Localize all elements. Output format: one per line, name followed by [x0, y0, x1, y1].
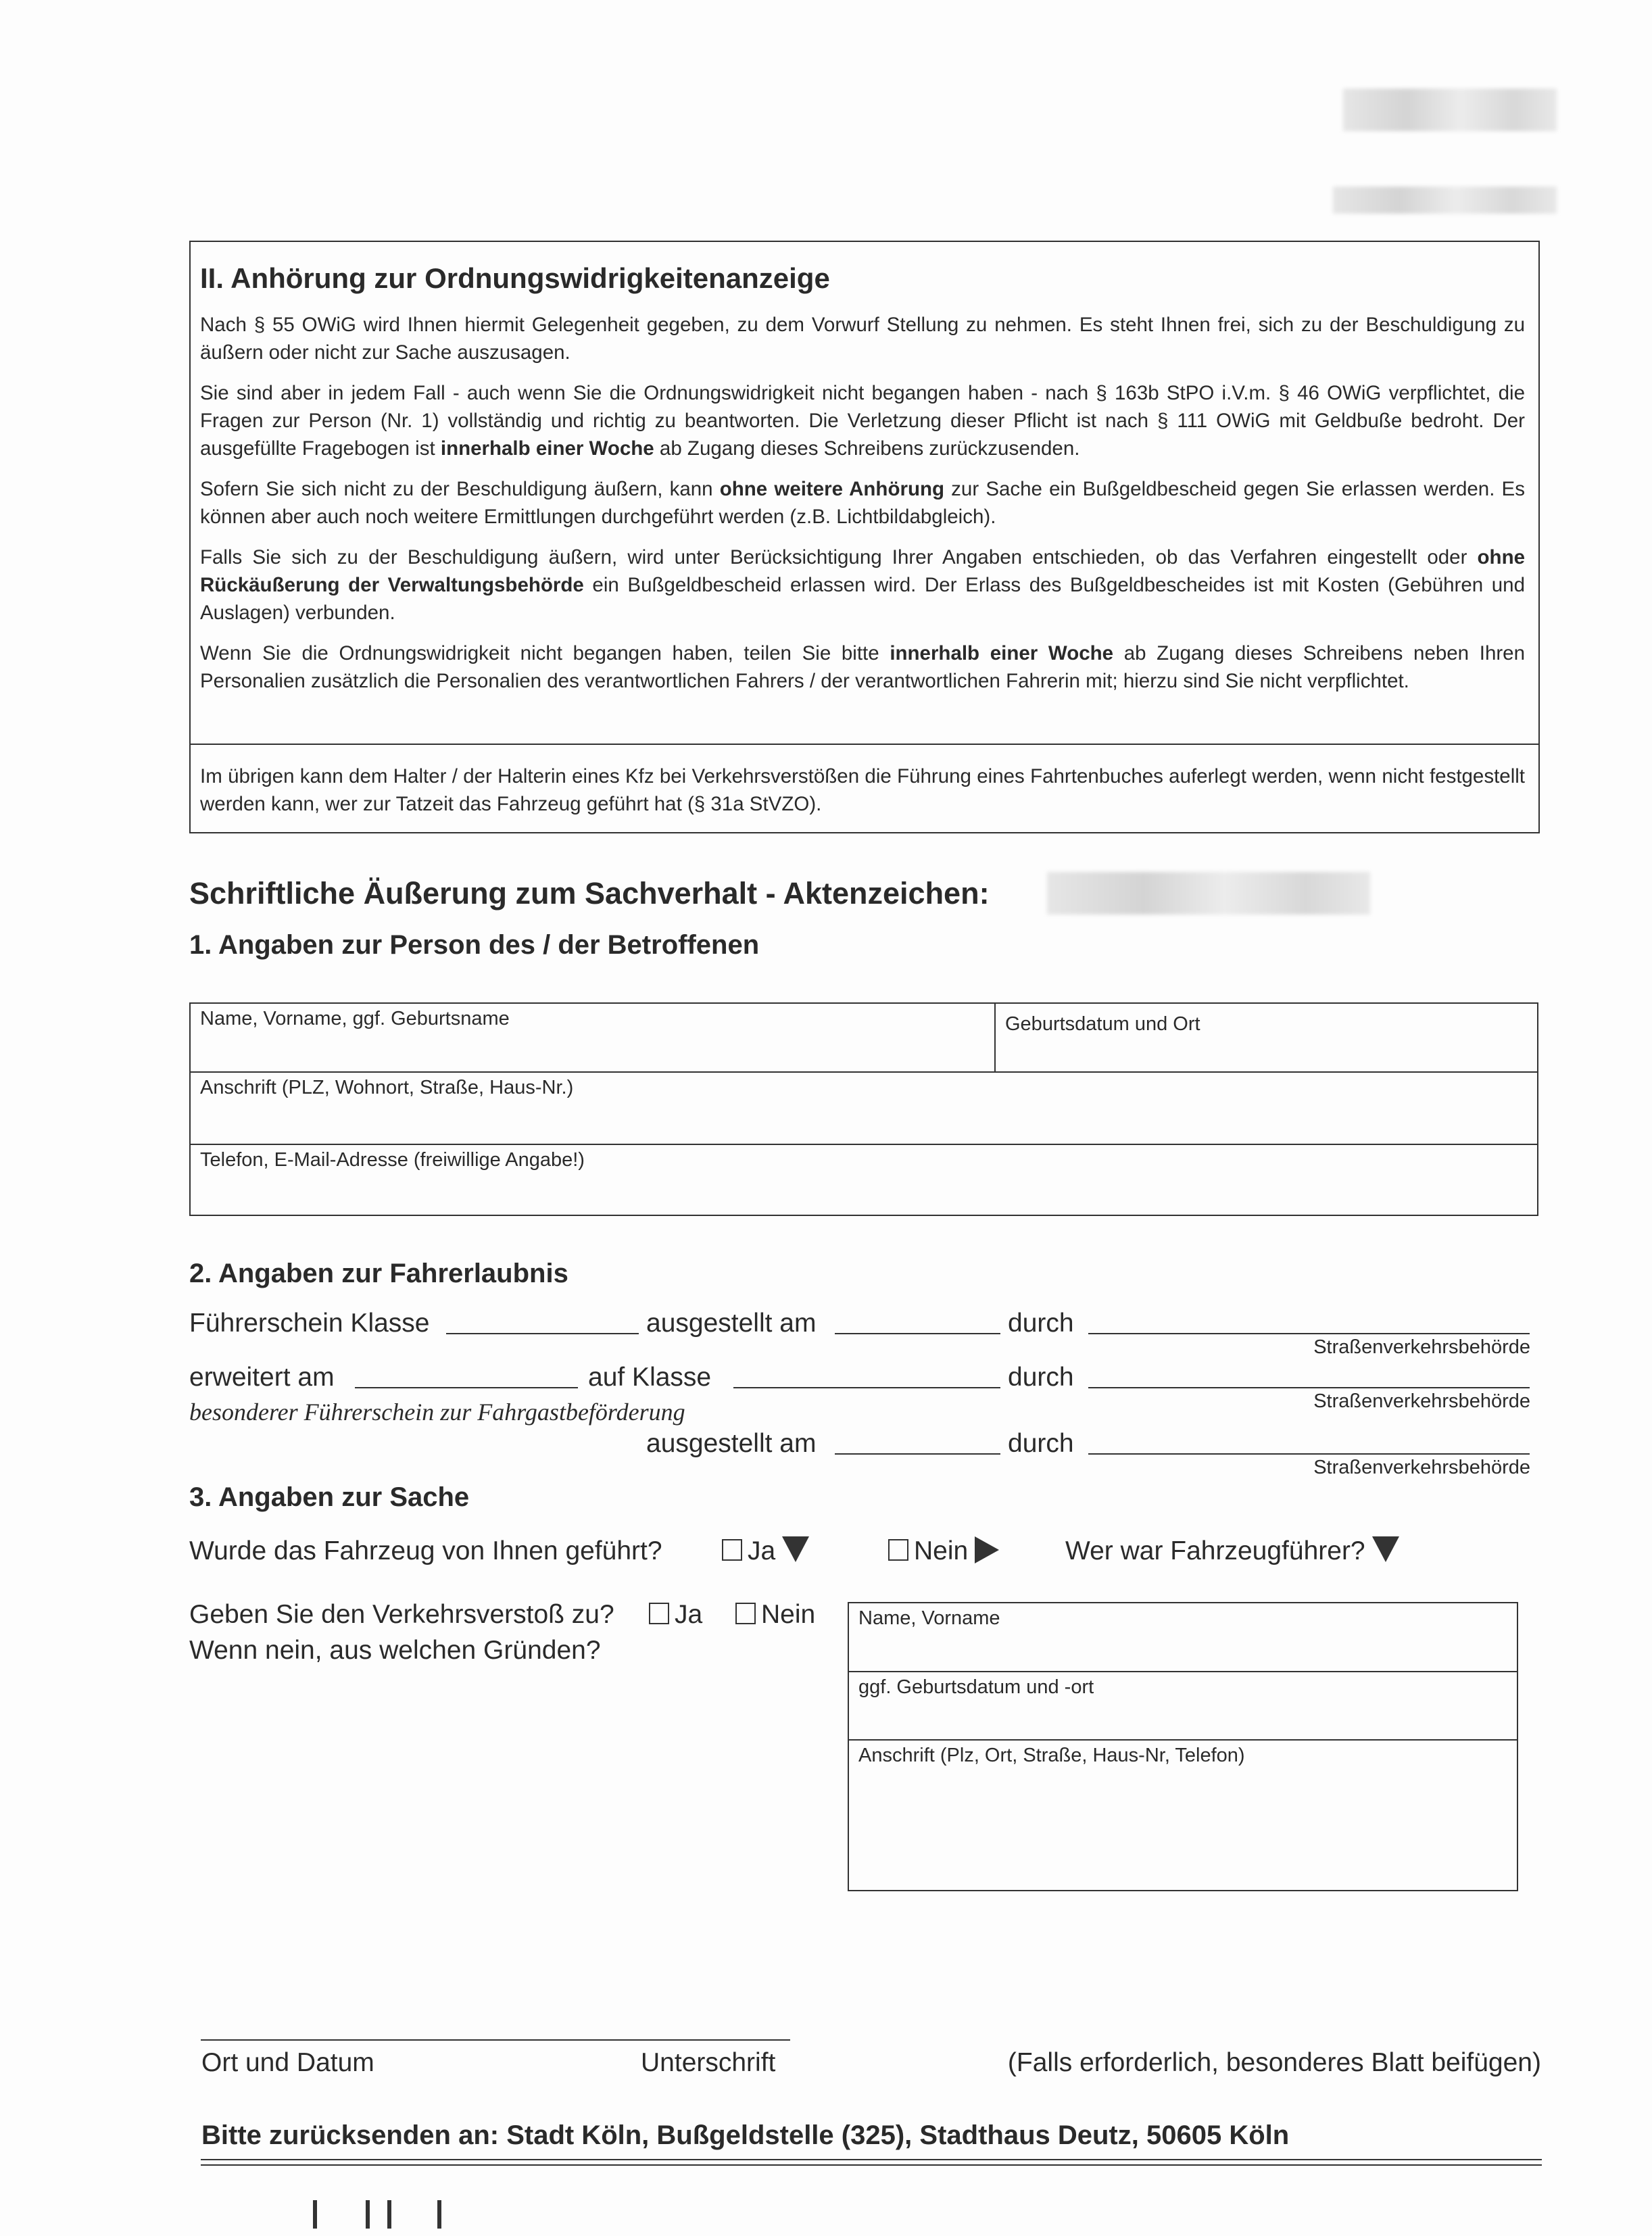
issued-input[interactable]: [835, 1333, 1000, 1334]
no-label: Nein: [914, 1536, 969, 1565]
checkbox[interactable]: [888, 1539, 908, 1561]
q2-label: Geben Sie den Verkehrsverstoß zu?: [189, 1600, 614, 1629]
class-label: Führerschein Klasse: [189, 1309, 430, 1338]
issued-label: ausgestellt am: [646, 1429, 817, 1458]
redacted-file-number: [1047, 872, 1370, 915]
by-label: durch: [1008, 1363, 1074, 1392]
barcode-bar: [366, 2200, 370, 2229]
driver-name-field[interactable]: [849, 1603, 1517, 1672]
q1-yes-option[interactable]: [722, 1536, 809, 1566]
special-issued-input[interactable]: [835, 1453, 1000, 1455]
driver-birth-field[interactable]: [849, 1672, 1517, 1741]
double-rule: [201, 2159, 1542, 2166]
by-label: durch: [1008, 1309, 1074, 1338]
contact-field[interactable]: [191, 1145, 1537, 1215]
contact-label: Telefon, E-Mail-Adresse (freiwillige Angabe!): [200, 1149, 585, 1171]
name-label: Name, Vorname, ggf. Geburtsname: [200, 1008, 510, 1029]
paragraph: Wenn Sie die Ordnungswidrigkeit nicht begangen haben, teilen Sie bitte innerhalb einer Woche ab Zugang dieses Schreibens neben Ihren Personalien zusätzlich die Personalien des verantwortlichen Fahrers / der verantwortlichen Fahrerin mit; hierzu sind Sie nicht verpflichtet.: [200, 642, 1525, 692]
q2-yes-option[interactable]: [649, 1600, 702, 1630]
by-label: durch: [1008, 1429, 1074, 1458]
q1-no-option[interactable]: [888, 1536, 999, 1566]
divider: [191, 744, 1538, 745]
logbook-note: Im übrigen kann dem Halter / der Halterin eines Kfz bei Verkehrsverstößen die Führung eines Fahrtenbuches auferlegt werden, wenn nicht festgestellt werden kann, wer zur Tatzeit das Fahrzeug geführt hat (§ 31a StVZO).: [200, 765, 1525, 815]
paragraph: Nach § 55 OWiG wird Ihnen hiermit Gelegenheit gegeben, zu dem Vorwurf Stellung zu nehmen. Es steht Ihnen frei, sich zu der Beschuldigung zu äußern oder nicht zur Sache auszusagen.: [200, 314, 1525, 364]
issued-label: ausgestellt am: [646, 1309, 817, 1338]
statement-heading: Schriftliche Äußerung zum Sachverhalt - Aktenzeichen:: [189, 876, 990, 910]
barcode-bar: [387, 2200, 391, 2229]
redacted-header-1: [1343, 89, 1557, 131]
q2-no-option[interactable]: [735, 1600, 815, 1630]
person-heading: 1. Angaben zur Person des / der Betroffenen: [189, 930, 760, 960]
paragraph: Sofern Sie sich nicht zu der Beschuldigung äußern, kann ohne weitere Anhörung zur Sache ein Bußgeldbescheid gegen Sie erlassen werden. Es können aber auch noch weitere Ermittlungen durchgeführt werden (z.B. Lichtbildabgleich).: [200, 478, 1525, 528]
who-driver-label: Wer war Fahrzeugführer?: [1065, 1536, 1399, 1566]
signature-label: Unterschrift: [641, 2048, 776, 2077]
checkbox[interactable]: [735, 1603, 756, 1624]
address-label: Anschrift (PLZ, Wohnort, Straße, Haus-Nr.): [200, 1077, 574, 1098]
person-table: [189, 1002, 1538, 1216]
barcode-bar: [437, 2200, 441, 2229]
special-license-label: besonderer Führerschein zur Fahrgastbeförderung: [189, 1399, 685, 1426]
authority-label: Straßenverkehrsbehörde: [1313, 1390, 1530, 1412]
to-class-label: auf Klasse: [588, 1363, 712, 1392]
driver-address-field[interactable]: [849, 1741, 1517, 1891]
triangle-down-icon: [1372, 1536, 1399, 1562]
signature-line[interactable]: [201, 2039, 790, 2041]
to-class-input[interactable]: [733, 1387, 1000, 1388]
driver-birth-label: ggf. Geburtsdatum und -ort: [858, 1676, 1094, 1698]
name-field[interactable]: [191, 1004, 996, 1073]
birth-field[interactable]: [996, 1004, 1538, 1073]
hearing-title: II. Anhörung zur Ordnungswidrigkeitenanzeige: [200, 262, 830, 294]
redacted-header-2: [1333, 187, 1557, 214]
q2-reason-label: Wenn nein, aus welchen Gründen?: [189, 1636, 601, 1665]
extended-input[interactable]: [355, 1387, 578, 1388]
triangle-down-icon: [782, 1536, 809, 1562]
birth-label: Geburtsdatum und Ort: [1005, 1013, 1200, 1035]
barcode-bar: [313, 2200, 317, 2229]
extended-label: erweitert am: [189, 1363, 335, 1392]
q1-label: Wurde das Fahrzeug von Ihnen geführt?: [189, 1536, 662, 1565]
paragraph: Sie sind aber in jedem Fall - auch wenn Sie die Ordnungswidrigkeit nicht begangen haben - nach § 163b StPO i.V.m. § 46 OWiG verpflichtet, die Fragen zur Person (Nr. 1) vollständig und richtig zu beantworten. Die Verletzung dieser Pflicht ist nach § 111 OWiG mit Geldbuße bedroht. Der ausgefüllte Fragebogen ist innerhalb einer Woche ab Zugang dieses Schreibens zurückzusenden.: [200, 382, 1525, 460]
authority-label: Straßenverkehrsbehörde: [1313, 1336, 1530, 1358]
triangle-right-icon: [975, 1536, 999, 1563]
hearing-section-box: [189, 241, 1540, 833]
no-label: Nein: [761, 1600, 816, 1629]
authority-input[interactable]: [1088, 1333, 1530, 1334]
driver-name-label: Name, Vorname: [858, 1607, 1000, 1629]
place-date-label: Ort und Datum: [201, 2048, 374, 2077]
authority-input[interactable]: [1088, 1453, 1530, 1455]
address-field[interactable]: [191, 1073, 1537, 1145]
yes-label: Ja: [748, 1536, 776, 1565]
license-heading: 2. Angaben zur Fahrerlaubnis: [189, 1259, 568, 1288]
hearing-text: [200, 311, 1525, 708]
authority-label: Straßenverkehrsbehörde: [1313, 1457, 1530, 1478]
paragraph: Falls Sie sich zu der Beschuldigung äußern, wird unter Berücksichtigung Ihrer Angaben entschieden, ob das Verfahren eingestellt oder ohne Rückäußerung der Verwaltungsbehörde ein Bußgeldbescheid erlassen wird. Der Erlass des Bußgeldbescheides ist mit Kosten (Gebühren und Auslagen) verbunden.: [200, 546, 1525, 624]
return-address: Bitte zurücksenden an: Stadt Köln, Bußgeldstelle (325), Stadthaus Deutz, 50605 Köln: [201, 2120, 1290, 2150]
driver-table: [848, 1602, 1518, 1891]
matter-heading: 3. Angaben zur Sache: [189, 1482, 470, 1512]
driver-address-label: Anschrift (Plz, Ort, Straße, Haus-Nr, Telefon): [858, 1745, 1245, 1766]
extra-sheet-note: (Falls erforderlich, besonderes Blatt beifügen): [1007, 2048, 1541, 2077]
class-input[interactable]: [446, 1333, 639, 1334]
authority-input[interactable]: [1088, 1387, 1530, 1388]
checkbox[interactable]: [722, 1539, 742, 1561]
yes-label: Ja: [675, 1600, 703, 1629]
checkbox[interactable]: [649, 1603, 669, 1624]
